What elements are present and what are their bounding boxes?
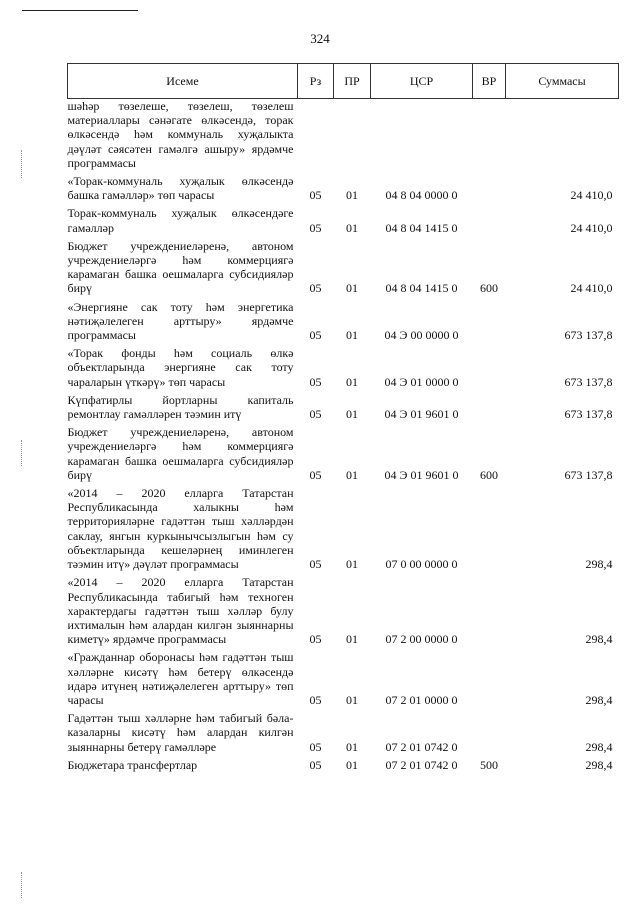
row-sum: 298,4 xyxy=(585,632,613,647)
row-vr xyxy=(473,174,506,206)
table-row xyxy=(68,758,619,776)
row-name: «Торак-коммуналь хуҗалык өлкәсендә башка гамәлләр» төп чарасы xyxy=(67,174,294,203)
row-name: Бюджетара трансфертлар xyxy=(67,757,198,772)
table-row xyxy=(68,425,619,486)
row-rz: 05 xyxy=(309,557,322,572)
row-rz: 05 xyxy=(309,188,322,203)
table-header-row xyxy=(68,64,619,99)
row-csr: 07 2 01 0742 0 xyxy=(385,757,458,772)
row-name: Бюджет учреждениеләренә, автоном учреждениеләргә һәм коммерциягә карамаган башка оешмаларга субсидияләр бирү xyxy=(67,425,294,482)
row-rz: 05 xyxy=(309,757,322,772)
row-pr: 01 xyxy=(346,692,358,707)
table-row xyxy=(68,300,619,347)
row-name: Гадәттән тыш хәлләрне һәм табигый бәла-казаларны кисәтү һәм алардан килгән зыяннарны бетерү гамәлләре xyxy=(67,711,294,754)
col-header-vr: ВР xyxy=(473,64,506,99)
table-row xyxy=(68,206,619,238)
col-header-name: Исеме xyxy=(68,64,298,99)
row-vr xyxy=(473,346,506,393)
row-name: шәһәр төзелеше, төзелеш, төзелеш материаллары сәнәгате өлкәсендә, торак өлкәсендә һәм коммуналь хуҗалыкта дәүләт сәясәтен гамәлгә ашыру» ярдәмче программасы xyxy=(67,99,294,170)
margin-mark xyxy=(21,440,22,466)
row-csr xyxy=(371,99,473,175)
row-csr: 04 Э 01 9601 0 xyxy=(384,467,459,482)
row-rz: 05 xyxy=(309,220,322,235)
row-vr xyxy=(473,650,506,711)
header-rule xyxy=(22,10,138,11)
row-pr: 01 xyxy=(346,557,358,572)
row-csr: 04 8 04 0000 0 xyxy=(385,188,458,203)
row-csr: 07 0 00 0000 0 xyxy=(385,557,458,572)
row-sum: 298,4 xyxy=(585,557,613,572)
row-csr: 04 Э 00 0000 0 xyxy=(384,328,459,343)
row-sum xyxy=(506,99,619,175)
row-csr: 04 Э 01 0000 0 xyxy=(384,374,459,389)
table-row xyxy=(68,575,619,650)
row-rz: 05 xyxy=(309,739,322,754)
table-row xyxy=(68,393,619,425)
row-name: «Торак фонды һәм социаль өлкә объектларында энергияне сак тоту чараларын үткәрү» төп чарасы xyxy=(67,346,294,389)
row-csr: 04 Э 01 9601 0 xyxy=(384,407,459,422)
row-pr: 01 xyxy=(346,188,358,203)
row-rz: 05 xyxy=(309,281,322,296)
table-row xyxy=(68,239,619,300)
row-vr xyxy=(473,486,506,575)
margin-mark xyxy=(21,150,22,178)
row-rz: 05 xyxy=(309,467,322,482)
row-name: Бюджет учреждениеләренә, автоном учреждениеләргә һәм коммерциягә карамаган башка оешмаларга субсидияләр бирү xyxy=(67,238,294,296)
row-sum: 298,4 xyxy=(585,692,613,707)
row-sum: 24 410,0 xyxy=(570,281,613,296)
row-name: «2014 – 2020 елларга Татарстан Республикасында халыкны һәм территорияләрне гадәттән тыш хәлләрдән саклау, янгын куркынычсызлыгын һәм су объектларында кешеләрнең иминлеген тәэмин итү» дәүләт программасы xyxy=(67,486,294,572)
col-header-csr: ЦСР xyxy=(371,64,473,99)
table-row xyxy=(68,174,619,206)
table-row xyxy=(68,650,619,711)
row-pr: 01 xyxy=(346,632,358,647)
row-csr: 04 8 04 1415 0 xyxy=(385,220,458,235)
row-name: Торак-коммуналь хуҗалык өлкәсендәге гамәлләр xyxy=(67,206,294,235)
row-sum: 24 410,0 xyxy=(570,188,613,203)
row-pr: 01 xyxy=(346,757,358,772)
row-name: Күпфатирлы йортларны капиталь ремонтлау гамәлләрен тәэмин итү xyxy=(67,392,294,422)
row-sum: 673 137,8 xyxy=(564,407,613,422)
row-vr: 600 xyxy=(480,467,498,482)
row-sum: 24 410,0 xyxy=(570,220,613,235)
row-rz xyxy=(298,99,334,175)
row-rz: 05 xyxy=(309,328,322,343)
row-vr xyxy=(473,711,506,758)
row-vr xyxy=(473,206,506,238)
row-csr: 07 2 01 0742 0 xyxy=(385,739,458,754)
row-name: «2014 – 2020 елларга Татарстан Республикасында табигый һәм техноген характердагы гадәттән тыш хәлләр булу ихтималын һәм алардан килгән зыяннарны киметү» ярдәмче программасы xyxy=(67,575,294,647)
row-pr: 01 xyxy=(346,374,358,389)
row-sum: 298,4 xyxy=(585,739,613,754)
row-pr: 01 xyxy=(346,328,358,343)
row-rz: 05 xyxy=(309,407,322,422)
col-header-pr: ПР xyxy=(334,64,371,99)
row-vr: 500 xyxy=(480,757,498,772)
row-rz: 05 xyxy=(309,632,322,647)
row-vr xyxy=(473,99,506,175)
row-vr: 600 xyxy=(480,281,498,296)
row-sum: 673 137,8 xyxy=(564,467,613,482)
table-row xyxy=(68,711,619,758)
margin-mark xyxy=(21,872,22,898)
row-pr xyxy=(334,99,371,175)
table-row xyxy=(68,99,619,175)
row-rz: 05 xyxy=(309,374,322,389)
row-rz: 05 xyxy=(309,692,322,707)
row-csr: 07 2 01 0000 0 xyxy=(385,692,458,707)
row-sum: 298,4 xyxy=(585,757,613,772)
row-sum: 673 137,8 xyxy=(564,328,613,343)
row-name: «Энергияне сак тоту һәм энергетика нәтиҗәлелеген арттыру» ярдәмче программасы xyxy=(67,299,294,343)
row-pr: 01 xyxy=(346,407,358,422)
row-csr: 04 8 04 1415 0 xyxy=(385,281,458,296)
row-name: «Гражданнар оборонасы һәм гадәттән тыш хәлләрне кисәтү һәм бетерү өлкәсендә идарә итүнең нәтиҗәлелеген арттыру» төп чарасы xyxy=(67,650,294,707)
row-pr: 01 xyxy=(346,281,358,296)
row-sum: 673 137,8 xyxy=(564,374,613,389)
table-row xyxy=(68,346,619,393)
col-header-rz: Рз xyxy=(298,64,334,99)
row-vr xyxy=(473,575,506,650)
page-number: 324 xyxy=(310,31,330,46)
row-pr: 01 xyxy=(346,220,358,235)
row-csr: 07 2 00 0000 0 xyxy=(385,632,458,647)
budget-table xyxy=(67,63,619,776)
row-pr: 01 xyxy=(346,739,358,754)
row-vr xyxy=(473,300,506,347)
table-row xyxy=(68,486,619,575)
row-vr xyxy=(473,393,506,425)
col-header-sum: Суммасы xyxy=(506,64,619,99)
row-pr: 01 xyxy=(346,467,358,482)
